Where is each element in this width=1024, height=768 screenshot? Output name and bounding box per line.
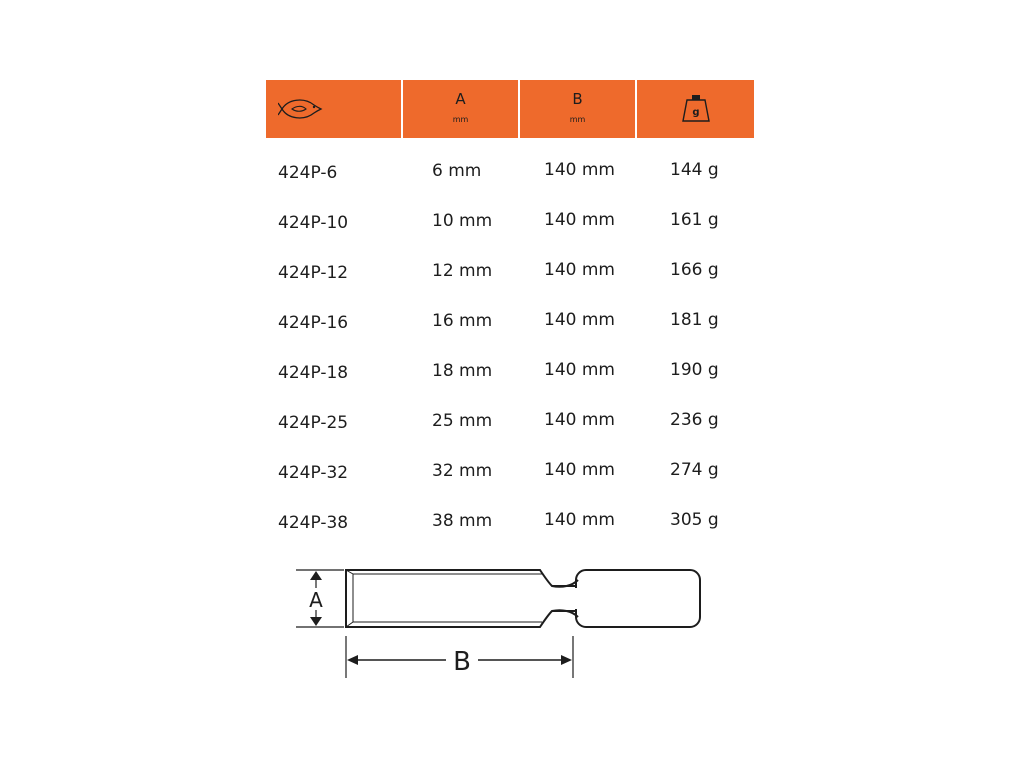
dimension-a-label: A [309, 588, 323, 612]
arrow-up-icon [310, 571, 322, 580]
row-weight: 190 g [670, 360, 719, 380]
row-b: 140 mm [544, 160, 615, 180]
table-header [266, 80, 754, 138]
row-b: 140 mm [544, 510, 615, 530]
row-code: 424P-32 [278, 463, 349, 483]
row-a: 6 mm [432, 161, 482, 181]
chisel-bevel-line [346, 570, 542, 627]
row-code: 424P-10 [278, 213, 349, 233]
row-a: 32 mm [432, 461, 493, 481]
row-weight: 305 g [670, 510, 719, 530]
header-b-letter: B [572, 90, 583, 108]
chisel-spec-sheet [262, 80, 768, 700]
table-row [266, 446, 754, 496]
row-code: 424P-38 [278, 513, 349, 533]
arrow-left-icon [347, 655, 358, 665]
header-cell-code [266, 80, 403, 138]
row-a: 38 mm [432, 511, 493, 531]
row-weight: 236 g [670, 410, 719, 430]
row-b: 140 mm [544, 260, 615, 280]
header-cell-a [403, 80, 520, 138]
row-b: 140 mm [544, 460, 615, 480]
row-a: 10 mm [432, 211, 493, 231]
table-row [266, 496, 754, 546]
header-cell-b [520, 80, 637, 138]
table-row [266, 346, 754, 396]
table-row [266, 246, 754, 296]
chisel-handle [576, 570, 700, 627]
row-a: 16 mm [432, 311, 493, 331]
table-row [266, 296, 754, 346]
row-code: 424P-18 [278, 363, 349, 383]
row-b: 140 mm [544, 360, 615, 380]
row-weight: 181 g [670, 310, 719, 330]
row-code: 424P-12 [278, 263, 349, 283]
row-code: 424P-6 [278, 163, 338, 183]
table-row [266, 146, 754, 196]
header-cell-weight [637, 80, 754, 138]
row-a: 12 mm [432, 261, 493, 281]
table-row [266, 196, 754, 246]
header-a-unit: mm [452, 115, 469, 124]
weight-icon-label: g [692, 107, 700, 118]
row-code: 424P-16 [278, 313, 349, 333]
arrow-right-icon [561, 655, 572, 665]
row-b: 140 mm [544, 310, 615, 330]
dimension-b-label: B [453, 647, 471, 677]
chisel-blade-outline [346, 570, 576, 627]
header-b-unit: mm [569, 115, 586, 124]
weight-icon [681, 94, 711, 122]
fish-icon [278, 97, 324, 121]
chisel-dimension-diagram [296, 560, 706, 682]
table-row [266, 396, 754, 446]
header-a-letter: A [455, 90, 466, 108]
row-b: 140 mm [544, 210, 615, 230]
spec-table-body [266, 146, 754, 546]
arrow-down-icon [310, 617, 322, 626]
row-a: 25 mm [432, 411, 493, 431]
row-weight: 144 g [670, 160, 719, 180]
row-weight: 161 g [670, 210, 719, 230]
row-weight: 274 g [670, 460, 719, 480]
row-code: 424P-25 [278, 413, 349, 433]
row-b: 140 mm [544, 410, 615, 430]
row-a: 18 mm [432, 361, 493, 381]
row-weight: 166 g [670, 260, 719, 280]
